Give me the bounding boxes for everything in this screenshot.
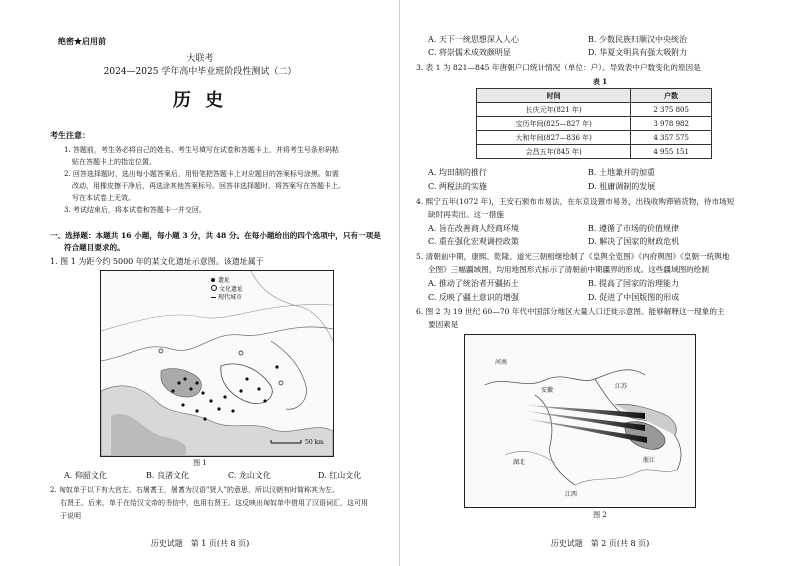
map-2-label-henan: 河南 <box>495 359 508 366</box>
subject-title: 历 史 <box>172 90 228 111</box>
map-1-legend <box>211 277 243 302</box>
question-5-line: 5. 清朝前中期，康熙、乾隆、道光三朝相继绘制了《皇舆全览图》《内府舆图》《皇朝一统舆地 <box>416 252 730 261</box>
question-2-line: 于说明 <box>60 512 81 520</box>
notice-title: 考生注意： <box>50 130 90 140</box>
map-1-scale: 50 km <box>305 439 324 446</box>
page-footer: 历史试题 第 1 页(共 8 页) <box>150 539 250 548</box>
secret-mark: 绝密★启用前 <box>58 36 106 46</box>
table-row <box>477 145 712 159</box>
q5-option-d[interactable]: D. 促进了中国版图的形成 <box>588 293 680 302</box>
q1-option-a[interactable]: A. 仰韶文化 <box>64 471 107 480</box>
notice-line: 改动，用橡皮擦干净后，再选涂其他答案标号。回答非选择题时，将答案写在答题卡上。 <box>72 182 345 190</box>
section-heading: 一、选择题：本题共 16 小题，每小题 3 分，共 48 分。在每小题给出的四个选项中，只有一项是 <box>50 231 381 240</box>
legend-item <box>211 285 243 294</box>
q4-option-a[interactable]: A. 旨在改善商人经商环境 <box>428 224 519 233</box>
table-header-row <box>477 89 712 103</box>
table-cell: 会昌五年(845 年) <box>477 145 631 159</box>
q1-option-c[interactable]: C. 龙山文化 <box>228 471 271 480</box>
question-3-stem: 3. 表 1 为 821—845 年唐朝户口统计情况（单位：户）。导致表中户数变化的原因是 <box>416 63 701 72</box>
legend-label: 现代城市 <box>218 294 243 301</box>
q5-option-a[interactable]: A. 推动了统治者开疆拓土 <box>428 279 519 288</box>
question-4-line: 缺时再卖出。这一措施 <box>428 210 504 219</box>
question-4-line: 4. 熙宁五年(1072 年)，王安石颁布市易法，在东京设置市易务，出钱收购滞销货物，待市场短 <box>416 197 735 206</box>
map-2-label-jiangxi: 江西 <box>565 491 578 498</box>
q3-option-d[interactable]: D. 租庸调制的发展 <box>588 182 656 191</box>
table-cell: 宝历年间(825—827 年) <box>477 117 631 131</box>
q1-option-b[interactable]: B. 良渚文化 <box>146 471 189 480</box>
table-row <box>477 131 712 145</box>
q5-option-b[interactable]: B. 提高了国家的治理能力 <box>588 279 679 288</box>
notice-line: 1. 答题前，考生务必将自己的姓名、考生号填写在试卷和答题卡上，并将考生号条形码粘 <box>64 146 339 154</box>
question-6-line: 6. 图 2 为 19 世纪 60—70 年代中国部分地区大量人口迁徙示意图。能够解释这一现象的主 <box>416 307 725 316</box>
q2-option-b[interactable]: B. 少数民族归顺汉中央统治 <box>588 35 687 44</box>
q2-option-a[interactable]: A. 天下一统思想深入人心 <box>428 35 519 44</box>
legend-label: 遗址 <box>218 277 231 284</box>
section-heading: 符合题目要求的。 <box>64 243 125 252</box>
right-page <box>400 0 800 566</box>
question-6-line: 要因素是 <box>428 320 459 329</box>
question-2-line: 2. 匈奴单于以下有大官左、右屠耆王，屠耆为汉语“贤人”的意思，所以汉朝有时简称其为左、 <box>50 486 340 494</box>
table-cell: 4 357 575 <box>631 131 712 145</box>
exam-title: 2024—2025 学年高中毕业班阶段性测试（二） <box>103 67 297 77</box>
notice-line: 3. 考试结束后，将本试卷和答题卡一并交回。 <box>64 206 206 214</box>
map-2 <box>464 334 696 508</box>
table-cell: 3 978 982 <box>631 117 712 131</box>
notice-line: 贴在答题卡上的指定位置。 <box>72 158 156 166</box>
map-2-label-zhejiang: 浙江 <box>643 457 656 464</box>
notice-line: 写在本试卷上无效。 <box>72 194 135 202</box>
map-1-caption: 图 1 <box>193 459 207 467</box>
map-2-caption: 图 2 <box>593 511 607 519</box>
table-cell: 长庆元年(821 年) <box>477 103 631 117</box>
q2-option-d[interactable]: D. 华夏文明具有强大吸附力 <box>588 48 688 57</box>
table-row <box>477 103 712 117</box>
map-1 <box>100 270 334 457</box>
q2-option-c[interactable]: C. 将崇儒术成效颇明显 <box>428 48 511 57</box>
map-2-label-jiangsu: 江苏 <box>615 383 628 390</box>
map-2-label-anhui: 安徽 <box>541 387 554 394</box>
q3-option-c[interactable]: C. 两税法的实施 <box>428 182 487 191</box>
map-2-label-hubei: 湖北 <box>513 459 526 466</box>
q3-option-b[interactable]: B. 土地兼并的加重 <box>588 168 655 177</box>
table-row <box>477 117 712 131</box>
q4-option-b[interactable]: B. 遵循了市场的价值规律 <box>588 224 679 233</box>
legend-item <box>211 277 243 285</box>
q4-option-c[interactable]: C. 重在强化宏观调控政策 <box>428 237 519 246</box>
exam-org: 大联考 <box>186 54 214 64</box>
q3-option-a[interactable]: A. 均田制的推行 <box>428 168 487 177</box>
question-2-line: 右贤王。后来，单于在给汉文帝的书信中，也用右贤王。这反映出匈奴单中借用了汉语词汇，这可用 <box>60 499 368 507</box>
page-footer: 历史试题 第 2 页(共 8 页) <box>550 539 650 548</box>
q4-option-d[interactable]: D. 解决了国家的财政危机 <box>588 237 680 246</box>
table-header-households: 户数 <box>631 89 712 103</box>
question-1-stem: 1. 图 1 为距今约 5000 年的某文化遗址示意图。该遗址属于 <box>50 257 264 266</box>
table-caption: 表 1 <box>592 77 608 86</box>
notice-line: 2. 回答选择题时，选出每小题答案后，用铅笔把答题卡上对应题目的答案标号涂黑。如需 <box>64 170 339 178</box>
table-cell: 4 955 151 <box>631 145 712 159</box>
table-cell: 2 375 805 <box>631 103 712 117</box>
table-header-time: 时间 <box>477 89 631 103</box>
table-cell: 大和年间(827—836 年) <box>477 131 631 145</box>
question-5-line: 全图》三幅疆域图，均用地图形式标示了清朝前中期疆界的形成。这些疆域图的绘制 <box>428 265 709 274</box>
legend-label: 文化遗址 <box>219 286 244 293</box>
legend-item <box>211 294 243 302</box>
q5-option-c[interactable]: C. 反映了疆土意识的增强 <box>428 293 519 302</box>
q1-option-d[interactable]: D. 红山文化 <box>318 471 362 480</box>
population-table <box>476 88 712 159</box>
